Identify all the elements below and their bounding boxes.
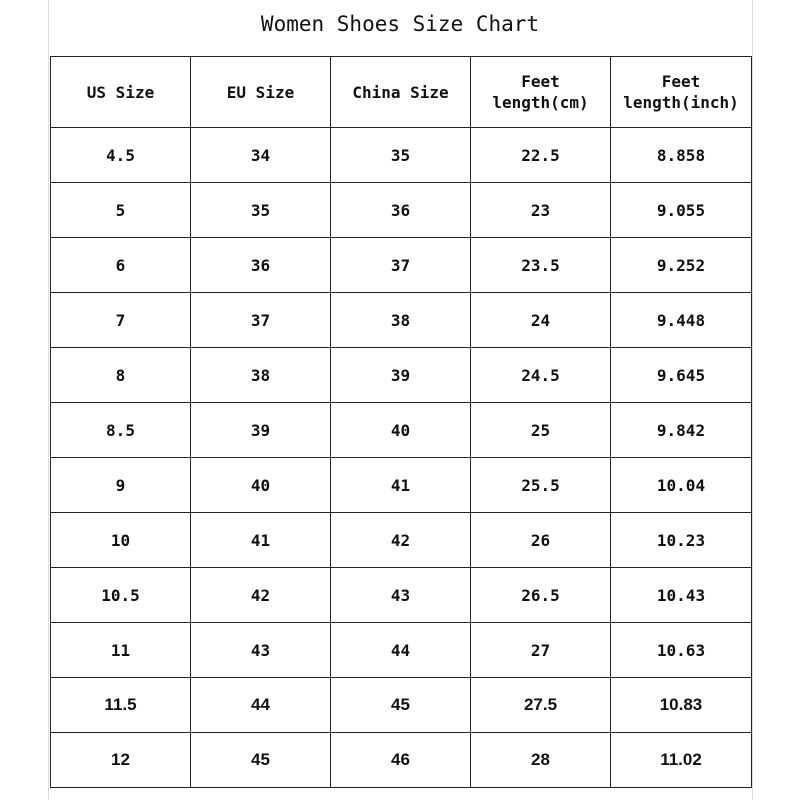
cell-eu-size: 45 — [191, 733, 331, 788]
cell-us-size: 11.5 — [51, 678, 191, 733]
cell-feet-length-inch: 11.02 — [611, 733, 752, 788]
cell-eu-size: 44 — [191, 678, 331, 733]
cell-us-size: 10.5 — [51, 568, 191, 623]
cell-china-size: 37 — [331, 238, 471, 293]
cell-feet-length-inch: 10.23 — [611, 513, 752, 568]
cell-us-size: 4.5 — [51, 128, 191, 183]
cell-us-size: 7 — [51, 293, 191, 348]
cell-eu-size: 36 — [191, 238, 331, 293]
cell-us-size: 9 — [51, 458, 191, 513]
table-row — [51, 568, 752, 623]
cell-feet-length-cm: 26.5 — [471, 568, 611, 623]
cell-feet-length-inch: 10.63 — [611, 623, 752, 678]
cell-feet-length-cm: 25.5 — [471, 458, 611, 513]
table-row — [51, 623, 752, 678]
table-row — [51, 678, 752, 733]
header-feet-length-cm — [471, 57, 611, 128]
cell-feet-length-cm: 23.5 — [471, 238, 611, 293]
cell-feet-length-inch: 8.858 — [611, 128, 752, 183]
cell-feet-length-cm: 27.5 — [471, 678, 611, 733]
table-row — [51, 183, 752, 238]
cell-us-size: 8.5 — [51, 403, 191, 458]
table-header-row — [51, 57, 752, 128]
cell-feet-length-inch: 9.055 — [611, 183, 752, 238]
cell-us-size: 11 — [51, 623, 191, 678]
header-feet-length-cm-line2: length(cm) — [492, 93, 589, 112]
cell-china-size: 45 — [331, 678, 471, 733]
cell-feet-length-inch: 9.448 — [611, 293, 752, 348]
cell-feet-length-cm: 25 — [471, 403, 611, 458]
cell-feet-length-cm: 28 — [471, 733, 611, 788]
cell-us-size: 8 — [51, 348, 191, 403]
cell-feet-length-cm: 24 — [471, 293, 611, 348]
cell-us-size: 12 — [51, 733, 191, 788]
table-row — [51, 513, 752, 568]
cell-us-size: 5 — [51, 183, 191, 238]
table-row — [51, 458, 752, 513]
cell-china-size: 39 — [331, 348, 471, 403]
cell-feet-length-cm: 24.5 — [471, 348, 611, 403]
cell-eu-size: 35 — [191, 183, 331, 238]
cell-china-size: 44 — [331, 623, 471, 678]
cell-feet-length-cm: 26 — [471, 513, 611, 568]
left-frame-line — [48, 0, 49, 800]
cell-eu-size: 43 — [191, 623, 331, 678]
cell-china-size: 36 — [331, 183, 471, 238]
header-eu-size — [191, 57, 331, 128]
table-row — [51, 293, 752, 348]
cell-china-size: 38 — [331, 293, 471, 348]
cell-eu-size: 38 — [191, 348, 331, 403]
cell-us-size: 6 — [51, 238, 191, 293]
header-feet-length-inch-line1: Feet — [661, 72, 701, 91]
cell-china-size: 41 — [331, 458, 471, 513]
cell-feet-length-cm: 22.5 — [471, 128, 611, 183]
header-eu-size-label: EU Size — [226, 82, 295, 102]
cell-feet-length-cm: 23 — [471, 183, 611, 238]
cell-feet-length-inch: 10.04 — [611, 458, 752, 513]
right-frame-line — [752, 0, 753, 800]
cell-eu-size: 42 — [191, 568, 331, 623]
header-china-size — [331, 57, 471, 128]
table-row — [51, 128, 752, 183]
header-feet-length-inch-line2: length(inch) — [623, 93, 739, 112]
cell-feet-length-inch: 9.252 — [611, 238, 752, 293]
cell-us-size: 10 — [51, 513, 191, 568]
cell-eu-size: 40 — [191, 458, 331, 513]
cell-china-size: 35 — [331, 128, 471, 183]
cell-china-size: 40 — [331, 403, 471, 458]
table-row — [51, 733, 752, 788]
cell-feet-length-cm: 27 — [471, 623, 611, 678]
cell-china-size: 42 — [331, 513, 471, 568]
size-chart-table — [50, 56, 752, 788]
cell-feet-length-inch: 10.43 — [611, 568, 752, 623]
table-row — [51, 238, 752, 293]
cell-feet-length-inch: 9.842 — [611, 403, 752, 458]
cell-feet-length-inch: 10.83 — [611, 678, 752, 733]
cell-eu-size: 34 — [191, 128, 331, 183]
cell-china-size: 43 — [331, 568, 471, 623]
chart-title: Women Shoes Size Chart — [260, 12, 540, 36]
header-us-size-label: US Size — [86, 82, 155, 102]
cell-china-size: 46 — [331, 733, 471, 788]
header-china-size-label: China Size — [352, 82, 449, 102]
table-row — [51, 348, 752, 403]
table-row — [51, 403, 752, 458]
header-feet-length-inch — [611, 57, 752, 128]
cell-eu-size: 37 — [191, 293, 331, 348]
header-feet-length-cm-line1: Feet — [521, 72, 560, 91]
cell-eu-size: 41 — [191, 513, 331, 568]
cell-feet-length-inch: 9.645 — [611, 348, 752, 403]
cell-eu-size: 39 — [191, 403, 331, 458]
header-us-size — [51, 57, 191, 128]
